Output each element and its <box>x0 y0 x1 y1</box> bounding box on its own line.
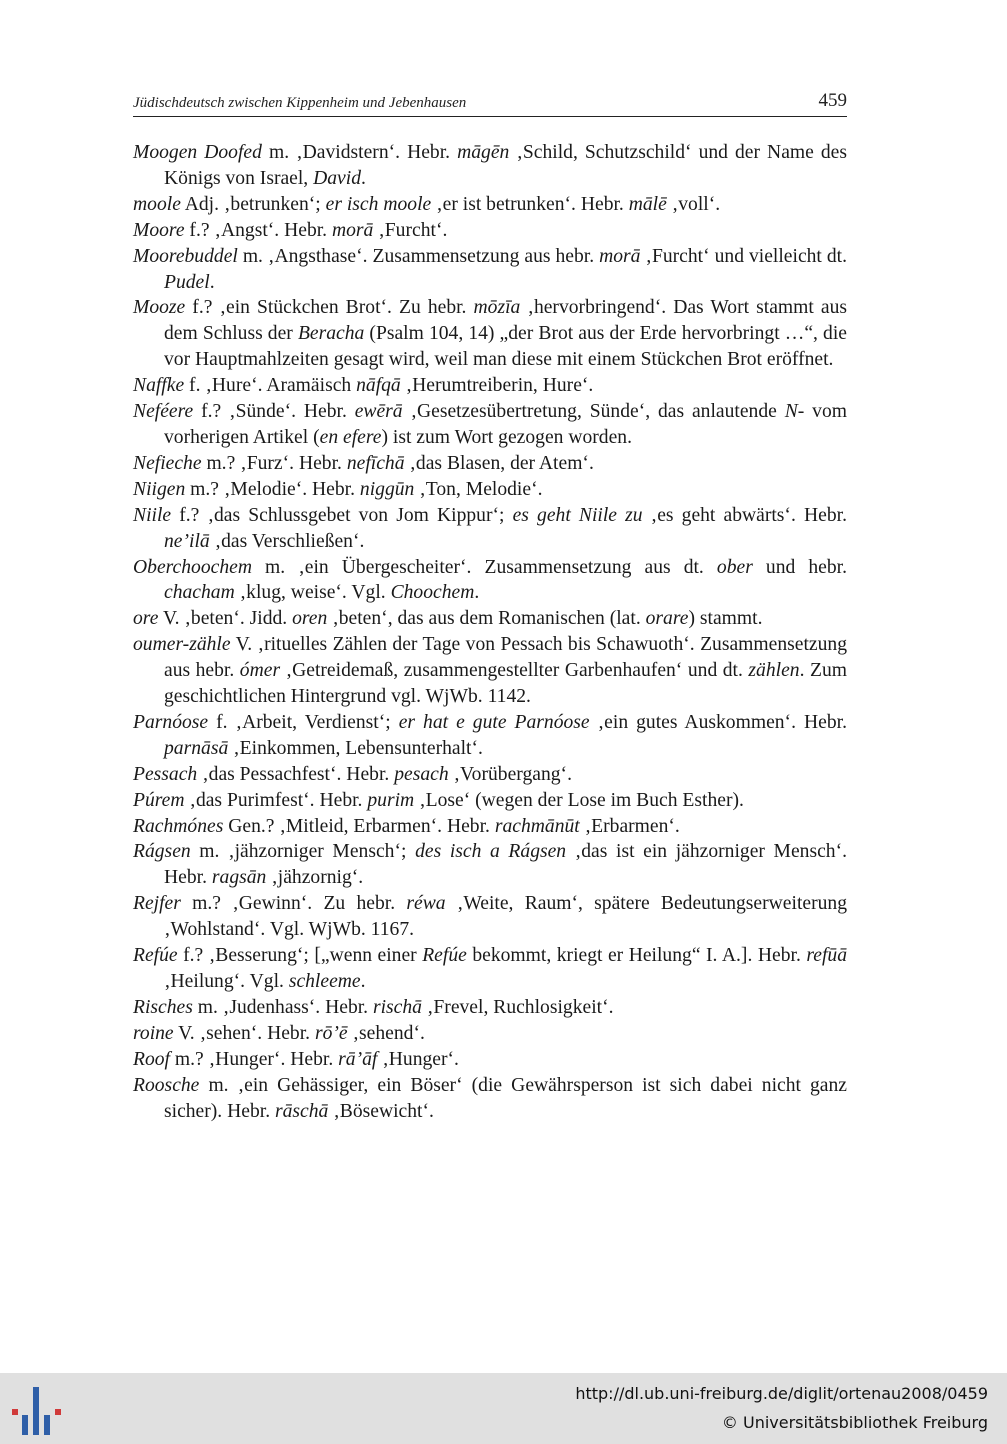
italic-term: Pudel <box>164 271 210 293</box>
italic-term: Mooze <box>133 297 186 319</box>
italic-term: réwa <box>406 893 446 915</box>
glossary-entry <box>133 192 847 218</box>
entry-text: ‚klug, weise‘. Vgl. <box>234 582 391 604</box>
entry-text: ) stammt. <box>688 608 763 630</box>
entry-text: f. ‚Arbeit, Verdienst‘; <box>208 711 399 733</box>
italic-term: refūā <box>806 945 847 967</box>
italic-term: er hat e gute Parnóose <box>398 711 590 733</box>
entry-text: m. ‚ein Gehässiger, ein Böser‘ (die Gewährsperson ist sich dabei nicht ganz sicher). Hebr. <box>164 1074 847 1122</box>
italic-term: Niigen <box>133 478 186 500</box>
entry-text: m. ‚Angsthase‘. Zusammensetzung aus hebr. <box>237 245 600 267</box>
entry-text: ‚Bösewicht‘. <box>328 1100 434 1122</box>
entry-text: . <box>360 971 366 992</box>
entry-text: f. ‚Hure‘. Aramäisch <box>184 375 357 397</box>
italic-term: ómer <box>239 660 281 682</box>
italic-term: N- <box>784 401 805 423</box>
entry-text: ‚sehend‘. <box>347 1022 425 1044</box>
glossary-entry <box>133 995 847 1021</box>
entry-text: ‚Hunger‘. <box>377 1048 459 1070</box>
italic-term: morā <box>331 219 374 241</box>
italic-term: chacham <box>164 582 235 604</box>
italic-term: mōzīa <box>473 297 521 319</box>
italic-term: Niile <box>133 504 172 526</box>
italic-term: ne’ilā <box>164 530 210 552</box>
italic-term: Moorebuddel <box>133 245 238 267</box>
entry-text: vom vorherigen Artikel ( <box>164 401 847 448</box>
entry-text: m.? ‚Furz‘. Hebr. <box>201 452 347 474</box>
glossary-entry <box>133 891 847 943</box>
italic-term: pesach <box>394 763 449 785</box>
italic-term: rō’ē <box>314 1022 348 1044</box>
entry-text: V. ‚sehen‘. Hebr. <box>173 1022 315 1044</box>
glossary-entries <box>133 140 847 1124</box>
entry-text: f.? ‚Sünde‘. Hebr. <box>193 401 355 423</box>
entry-text: m. ‚ein Übergescheiter‘. Zusammensetzung aus dt. <box>251 556 717 578</box>
glossary-entry <box>133 762 847 788</box>
italic-term: roine <box>133 1022 174 1044</box>
glossary-entry <box>133 839 847 891</box>
university-library-logo <box>12 1385 64 1439</box>
entry-text: ‚das Verschließen‘. <box>209 530 365 552</box>
glossary-entry <box>133 218 847 244</box>
entry-text: V. ‚rituelles Zählen der Tage von Pessach bis Schawuoth‘. Zusammensetzung aus hebr. <box>164 634 847 682</box>
italic-term: ragsān <box>211 867 267 889</box>
italic-term: Choochem <box>390 582 475 604</box>
glossary-entry <box>133 295 847 373</box>
italic-term: niggūn <box>359 478 415 500</box>
entry-text: ‚Erbarmen‘. <box>579 815 680 837</box>
entry-text: ‚er ist betrunken‘. Hebr. <box>431 193 629 215</box>
entry-text: ‚Getreidemaß, zusammengestellter Garbenhaufen‘ und dt. <box>280 660 749 682</box>
entry-text: Adj. ‚betrunken‘; <box>180 193 326 215</box>
italic-term: Rágsen <box>133 841 191 863</box>
entry-text: ‚Heilung‘. Vgl. <box>164 971 289 992</box>
logo-bar-left-red <box>12 1409 18 1415</box>
glossary-entry <box>133 943 847 995</box>
logo-bar-blue-short <box>22 1415 28 1435</box>
glossary-entry <box>133 606 847 632</box>
italic-term: rā’āf <box>338 1048 378 1070</box>
entry-text: m. ‚Davidstern‘. Hebr. <box>261 142 458 163</box>
italic-term: Nefieche <box>133 452 202 474</box>
italic-term: Parnóose <box>133 711 209 733</box>
entry-text: f.? ‚Angst‘. Hebr. <box>184 219 332 241</box>
italic-term: Risches <box>133 996 193 1018</box>
italic-term: Neféere <box>133 401 194 423</box>
entry-text: . <box>474 582 480 604</box>
italic-term: Refúe <box>133 945 178 967</box>
entry-text: ‚Furcht‘ und vielleicht dt. <box>640 245 847 267</box>
entry-text: m. ‚Judenhass‘. Hebr. <box>192 996 373 1018</box>
entry-text: ‚das Blasen, der Atem‘. <box>404 452 594 474</box>
italic-term: oumer-zähle <box>133 634 231 656</box>
glossary-entry <box>133 244 847 296</box>
entry-text: m.? ‚Gewinn‘. Zu hebr. <box>180 893 407 915</box>
glossary-entry <box>133 503 847 555</box>
italic-term: morā <box>599 245 641 267</box>
italic-term: mālē <box>628 193 667 215</box>
entry-text: ‚das ist ein jähzorniger Mensch‘. Hebr. <box>164 841 847 889</box>
entry-text: f.? ‚das Schlussgebet von Jom Kippur‘; <box>171 504 513 526</box>
glossary-entry <box>133 788 847 814</box>
italic-term: Beracha <box>297 323 365 345</box>
entry-text: m. ‚jähzorniger Mensch‘; <box>190 841 416 863</box>
italic-term: nefīchā <box>346 452 405 474</box>
italic-term: Moogen Doofed <box>133 142 262 163</box>
entry-text: ‚ein gutes Auskommen‘. Hebr. <box>589 711 847 733</box>
entry-text: (Psalm 104, 14) „der Brot aus der Erde hervorbringt …“, die vor Hauptmahlzeiten gesagt wird, weil man diese mit einem Stückchen Brot eröffnet. <box>164 323 847 371</box>
glossary-entry <box>133 373 847 399</box>
logo-bar-blue-tall <box>33 1387 39 1435</box>
glossary-entry <box>133 814 847 840</box>
source-url-link[interactable]: http://dl.ub.uni-freiburg.de/diglit/ortenau2008/0459 <box>575 1384 988 1403</box>
entry-text: ‚Ton, Melodie‘. <box>414 478 543 500</box>
italic-term: des isch a Rágsen <box>415 841 567 863</box>
entry-text: m.? ‚Hunger‘. Hebr. <box>170 1048 339 1070</box>
entry-text: ‚Einkommen, Lebensunterhalt‘. <box>228 737 483 759</box>
italic-term: Roof <box>133 1048 171 1070</box>
entry-text: f.? ‚ein Stückchen Brot‘. Zu hebr. <box>185 297 474 319</box>
italic-term: rāschā <box>275 1100 329 1122</box>
entry-text: bekommt, kriegt er Heilung“ I. A.]. Hebr. <box>466 945 807 967</box>
entry-text: ‚Weite, Raum‘, spätere Bedeutungserweiterung ‚Wohlstand‘. Vgl. WjWb. 1167. <box>164 893 847 941</box>
entry-text: m.? ‚Melodie‘. Hebr. <box>185 478 360 500</box>
italic-term: er isch moole <box>325 193 432 215</box>
italic-term: oren <box>292 608 328 630</box>
running-header <box>133 88 847 117</box>
italic-term: ore <box>133 608 159 630</box>
glossary-entry <box>133 710 847 762</box>
italic-term: Moore <box>133 219 185 241</box>
entry-text: ‚Gesetzesübertretung, Sünde‘, das anlautende <box>402 401 785 423</box>
entry-text: ‚Frevel, Ruchlosigkeit‘. <box>421 996 614 1018</box>
glossary-entry <box>133 1021 847 1047</box>
italic-term: moole <box>133 193 181 215</box>
entry-text: ‚Herumtreiberin, Hure‘. <box>400 375 594 397</box>
entry-text: ‚das Purimfest‘. Hebr. <box>184 789 368 811</box>
entry-text: f.? ‚Besserung‘; [„wenn einer <box>177 945 423 967</box>
glossary-entry <box>133 555 847 607</box>
entry-text: ‚beten‘, das aus dem Romanischen (lat. <box>327 608 646 630</box>
entry-text: . Zum geschichtlichen Hintergrund vgl. WjWb. 1142. <box>164 660 847 708</box>
italic-term: parnāsā <box>164 737 229 759</box>
glossary-entry <box>133 1047 847 1073</box>
page-number: 459 <box>818 90 847 111</box>
copyright-notice: © Universitätsbibliothek Freiburg <box>721 1413 988 1432</box>
italic-term: zählen <box>748 660 800 682</box>
italic-term: purim <box>367 789 415 811</box>
logo-bar-blue-mid <box>44 1415 50 1435</box>
entry-text: ) ist zum Wort gezogen worden. <box>381 426 632 448</box>
running-title: Jüdischdeutsch zwischen Kippenheim und Jebenhausen <box>133 95 467 111</box>
entry-text: und hebr. <box>752 556 847 578</box>
italic-term: orare <box>645 608 689 630</box>
italic-term: en efere <box>319 426 382 448</box>
italic-term: ewērā <box>354 401 403 423</box>
footer-bar <box>0 1373 1007 1444</box>
entry-text: ‚voll‘. <box>666 193 721 215</box>
italic-term: rischā <box>372 996 422 1018</box>
entry-text: . <box>209 271 215 293</box>
italic-term: Naffke <box>133 375 185 397</box>
glossary-entry <box>133 399 847 451</box>
italic-term: Púrem <box>133 789 185 811</box>
italic-term: Rachmónes <box>133 815 224 837</box>
glossary-entry <box>133 451 847 477</box>
italic-term: nāfqā <box>356 375 401 397</box>
entry-text: V. ‚beten‘. Jidd. <box>158 608 293 630</box>
italic-term: ober <box>716 556 753 578</box>
glossary-entry <box>133 140 847 192</box>
entry-text: ‚Furcht‘. <box>373 219 448 241</box>
italic-term: Rejfer <box>133 893 181 915</box>
entry-text: ‚es geht abwärts‘. Hebr. <box>642 504 847 526</box>
italic-term: Oberchoochem <box>133 556 252 578</box>
italic-term: schleeme <box>288 971 361 992</box>
entry-text: ‚das Pessachfest‘. Hebr. <box>197 763 395 785</box>
entry-text: ‚Lose‘ (wegen der Lose im Buch Esther). <box>414 789 744 811</box>
entry-text: ‚Vorübergang‘. <box>448 763 572 785</box>
entry-text: Gen.? ‚Mitleid, Erbarmen‘. Hebr. <box>223 815 495 837</box>
italic-term: es geht Niile zu <box>512 504 643 526</box>
entry-text: . <box>361 167 366 189</box>
logo-bar-right-red <box>55 1409 61 1415</box>
italic-term: rachmānūt <box>494 815 580 837</box>
italic-term: māgēn <box>457 142 510 163</box>
entry-text: ‚hervorbringend‘. Das Wort stammt aus dem Schluss der <box>164 297 848 345</box>
italic-term: Pessach <box>133 763 198 785</box>
glossary-entry <box>133 632 847 710</box>
italic-term: David <box>313 167 361 189</box>
italic-term: Roosche <box>133 1074 200 1096</box>
glossary-entry <box>133 1073 847 1125</box>
glossary-entry <box>133 477 847 503</box>
entry-text: ‚jähzornig‘. <box>266 867 364 889</box>
italic-term: Refúe <box>422 945 467 967</box>
entry-text: ‚Schild, Schutzschild‘ und der Name des Königs von Israel, <box>164 142 847 189</box>
